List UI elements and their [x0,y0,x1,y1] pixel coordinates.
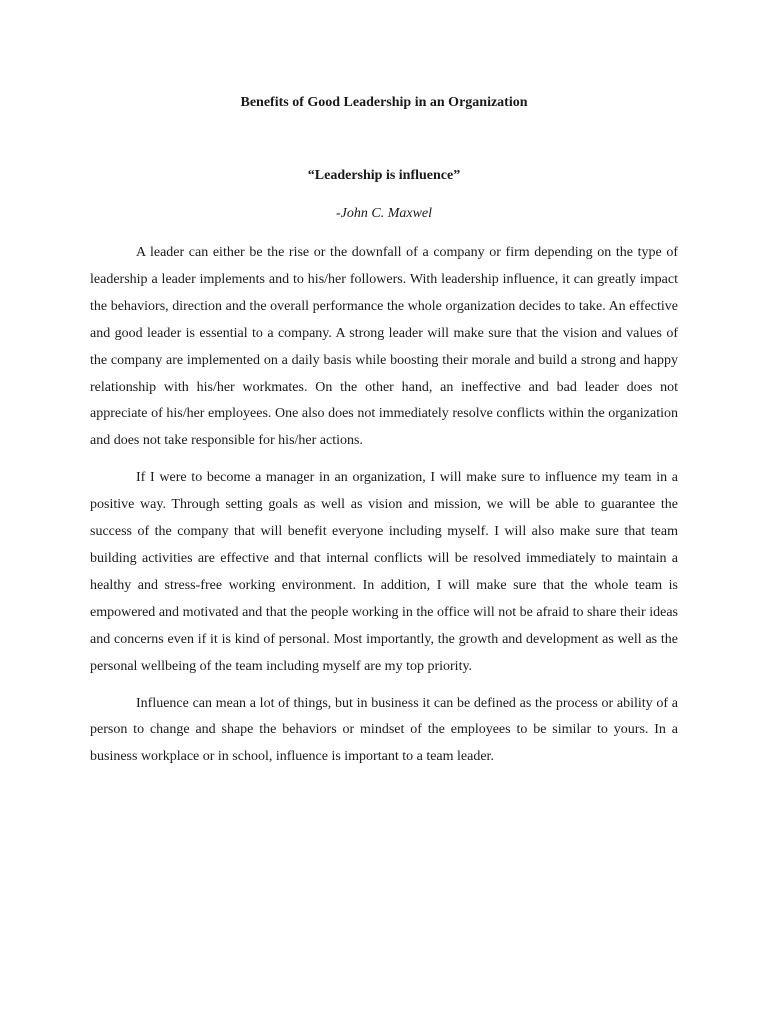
paragraph-2: If I were to become a manager in an organization, I will make sure to influence my team in a positive way. Through setting goals as well as vision and mission, we will be able to guarantee the success of the company that will benefit everyone including myself. I will also make sure that team building activities are effective and that internal conflicts will be resolved immediately to maintain a healthy and stress-free working environment. In addition, I will make sure that the whole team is empowered and motivated and that the people working in the office will not be afraid to share their ideas and concerns even if it is kind of personal. Most importantly, the growth and development as well as the personal wellbeing of the team including myself are my top priority. [90,470,678,674]
paragraph-3: Influence can mean a lot of things, but in business it can be defined as the process or ability of a person to change and shape the behaviors or mindset of the employees to be similar to yours. In a business workplace or in school, influence is important to a team leader. [90,695,678,765]
body-text [90,240,678,781]
epigraph-quote: “Leadership is influence” [307,168,461,183]
document-title: Benefits of Good Leadership in an Organization [240,95,528,110]
paragraph-1: A leader can either be the rise or the downfall of a company or firm depending on the type of leadership a leader implements and to his/her followers. With leadership influence, it can greatly impact the behaviors, direction and the overall performance the whole organization decides to take. An effective and good leader is essential to a company. A strong leader will make sure that the vision and values of the company are implemented on a daily basis while boosting their morale and build a strong and happy relationship with his/her workmates. On the other hand, an ineffective and bad leader does not appreciate of his/her employees. One also does not immediately resolve conflicts within the organization and does not take responsible for his/her actions. [90,245,678,449]
quote-attribution: -John C. Maxwel [335,206,433,221]
